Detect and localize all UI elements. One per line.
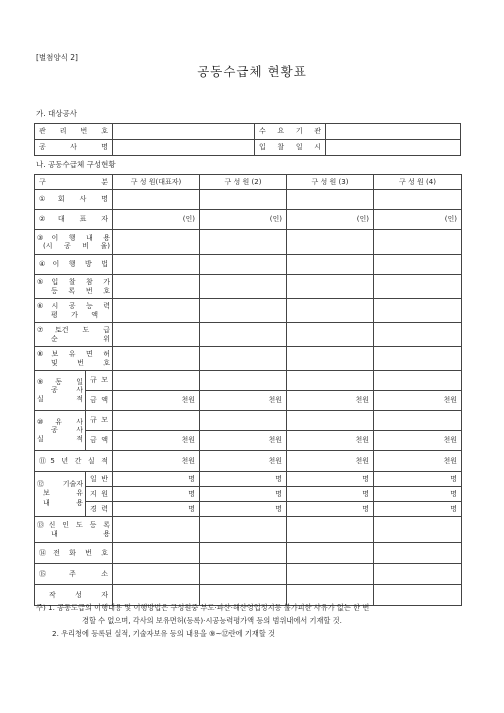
scale-label: 규 모 bbox=[86, 411, 113, 431]
cell[interactable] bbox=[374, 517, 462, 543]
cell[interactable] bbox=[374, 564, 462, 585]
unit-person: 명 bbox=[287, 472, 374, 487]
label-line: ⑤입 찰 참 가 bbox=[37, 278, 110, 287]
table-row bbox=[35, 190, 462, 210]
unit-person: 명 bbox=[374, 472, 462, 487]
label-line: 보 유 bbox=[43, 489, 83, 498]
unit-person: 명 bbox=[200, 472, 287, 487]
label-line: ⑧보 유 면 허 bbox=[37, 350, 110, 359]
unit-person: 명 bbox=[287, 502, 374, 517]
cell[interactable] bbox=[200, 230, 287, 255]
license-label bbox=[35, 347, 113, 371]
writer-label: 작 성 자 bbox=[35, 585, 113, 606]
unit-person: 명 bbox=[200, 487, 287, 502]
section-b-heading: 나. 공동수급체 구성현황 bbox=[36, 160, 116, 169]
credit-registration-label bbox=[35, 517, 113, 543]
performance-content-label bbox=[35, 230, 113, 255]
note-line: 주) 1. 공동도급의 이행내용 및 이행방법은 구성원중 부도·파산·해산영업정지등 불가피한 사유가 없는 한 변 bbox=[36, 603, 370, 612]
note-line: 2. 우리청에 등록된 실적, 기술자보유 등의 내용을 ⑨~⑫란에 기재할 것 bbox=[52, 629, 275, 638]
table-row bbox=[35, 140, 461, 156]
cell[interactable] bbox=[374, 347, 462, 371]
cell[interactable] bbox=[287, 255, 374, 275]
cell[interactable] bbox=[200, 517, 287, 543]
cell[interactable] bbox=[200, 411, 287, 431]
bid-registration-label bbox=[35, 275, 113, 299]
unit-won: 천원 bbox=[200, 391, 287, 411]
label-line: ⑨동 일 bbox=[37, 377, 83, 386]
unit-person: 명 bbox=[200, 502, 287, 517]
technician-label bbox=[35, 472, 86, 517]
career-label: 경 력 bbox=[86, 502, 113, 517]
label-line: ③이 행 내 용 bbox=[37, 233, 110, 242]
label-line: 공 사 bbox=[51, 426, 83, 435]
demand-agency-field[interactable] bbox=[326, 124, 461, 140]
same-project-label bbox=[35, 371, 86, 411]
cell[interactable] bbox=[374, 299, 462, 323]
table-row bbox=[35, 347, 462, 371]
label-line: ⑩유 사 bbox=[37, 417, 83, 426]
unit-person: 명 bbox=[113, 502, 200, 517]
cell[interactable] bbox=[287, 323, 374, 347]
note-line: 경할 수 없으며, 각사의 보유면허(등록)·시공능력평가액 등의 범위내에서 기재할 것. bbox=[82, 616, 342, 625]
label-line: 실 적 bbox=[37, 434, 83, 443]
table-row bbox=[35, 275, 462, 299]
project-name-label: 공 사 명 bbox=[35, 140, 113, 156]
demand-agency-label: 수 요 기 관 bbox=[255, 124, 326, 140]
ceo-label: ②대 표 자 bbox=[35, 210, 113, 230]
table-row bbox=[35, 431, 462, 451]
label-line: 실 적 bbox=[37, 394, 83, 403]
scale-label: 규 모 bbox=[86, 371, 113, 391]
unit-won: 천원 bbox=[374, 451, 462, 472]
amount-label: 금 액 bbox=[86, 431, 113, 451]
unit-won: 천원 bbox=[287, 431, 374, 451]
cell[interactable] bbox=[200, 275, 287, 299]
cell[interactable] bbox=[287, 347, 374, 371]
label-line: 공 사 bbox=[51, 386, 83, 395]
label-line: ⑥시 공 능 력 bbox=[37, 302, 110, 311]
label-line: 등 록 번 호 bbox=[51, 286, 110, 295]
cell[interactable] bbox=[287, 517, 374, 543]
table-row bbox=[35, 255, 462, 275]
seal-mark: (인) bbox=[200, 210, 287, 230]
table-row bbox=[35, 564, 462, 585]
unit-won: 천원 bbox=[200, 451, 287, 472]
cell[interactable] bbox=[287, 411, 374, 431]
label-line: 및 번 호 bbox=[51, 358, 110, 367]
table-row bbox=[35, 451, 462, 472]
seal-mark: (인) bbox=[113, 210, 200, 230]
cell[interactable] bbox=[287, 299, 374, 323]
cell[interactable] bbox=[200, 564, 287, 585]
unit-won: 천원 bbox=[113, 451, 200, 472]
cell[interactable] bbox=[113, 347, 200, 371]
unit-won: 천원 bbox=[113, 431, 200, 451]
label-line: ⑬신 인 도 등 록 bbox=[37, 521, 110, 530]
cell[interactable] bbox=[374, 190, 462, 210]
cell[interactable] bbox=[287, 230, 374, 255]
similar-project-label bbox=[35, 411, 86, 451]
cell[interactable] bbox=[287, 275, 374, 299]
unit-won: 천원 bbox=[287, 391, 374, 411]
unit-won: 천원 bbox=[287, 451, 374, 472]
unit-won: 천원 bbox=[374, 431, 462, 451]
table-row bbox=[35, 299, 462, 323]
table-row bbox=[35, 411, 462, 431]
cell[interactable] bbox=[287, 543, 374, 564]
footnotes bbox=[36, 601, 476, 640]
management-number-field[interactable] bbox=[113, 124, 255, 140]
label-line: 내 용 bbox=[51, 529, 110, 538]
target-project-table bbox=[34, 123, 461, 156]
unit-person: 명 bbox=[113, 472, 200, 487]
cell[interactable] bbox=[200, 371, 287, 391]
table-row bbox=[35, 391, 462, 411]
general-label: 일 반 bbox=[86, 472, 113, 487]
cell[interactable] bbox=[287, 190, 374, 210]
member-4-header: 구 성 원 (4) bbox=[374, 175, 462, 190]
cell[interactable] bbox=[113, 411, 200, 431]
table-row bbox=[35, 124, 461, 140]
table-row bbox=[35, 517, 462, 543]
unit-won: 천원 bbox=[200, 431, 287, 451]
cell[interactable] bbox=[200, 190, 287, 210]
seal-mark: (인) bbox=[287, 210, 374, 230]
label-line: 순 위 bbox=[51, 334, 110, 343]
address-label: ⑮주 소 bbox=[35, 564, 113, 585]
form-tag: [별첨양식 2] bbox=[36, 53, 78, 62]
table-row bbox=[35, 371, 462, 391]
cell[interactable] bbox=[287, 371, 374, 391]
bid-date-field[interactable] bbox=[326, 140, 461, 156]
civil-contract-rank-label bbox=[35, 323, 113, 347]
cell[interactable] bbox=[113, 564, 200, 585]
unit-won: 천원 bbox=[374, 391, 462, 411]
cell[interactable] bbox=[374, 411, 462, 431]
table-row bbox=[35, 502, 462, 517]
label-line: 평 가 액 bbox=[51, 310, 98, 319]
phone-label: ⑭전 화 번 호 bbox=[35, 543, 113, 564]
member-2-header: 구 성 원 (2) bbox=[200, 175, 287, 190]
table-row bbox=[35, 323, 462, 347]
cell[interactable] bbox=[113, 543, 200, 564]
performance-method-label: ④이 행 방 법 bbox=[35, 255, 113, 275]
section-a-heading: 가. 대상공사 bbox=[36, 109, 77, 118]
category-header: 구 분 bbox=[35, 175, 113, 190]
member-3-header: 구 성 원 (3) bbox=[287, 175, 374, 190]
table-row bbox=[35, 487, 462, 502]
table-row bbox=[35, 543, 462, 564]
unit-person: 명 bbox=[113, 487, 200, 502]
company-name-label: ①회 사 명 bbox=[35, 190, 113, 210]
project-name-field[interactable] bbox=[113, 140, 255, 156]
label-line: ⑦토건 도 급 bbox=[37, 326, 110, 335]
management-number-label: 관 리 번 호 bbox=[35, 124, 113, 140]
unit-won: 천원 bbox=[113, 391, 200, 411]
member-1-header: 구 성 원(대표자) bbox=[113, 175, 200, 190]
consortium-table bbox=[34, 174, 462, 606]
cell[interactable] bbox=[374, 230, 462, 255]
table-row bbox=[35, 230, 462, 255]
cell[interactable] bbox=[200, 299, 287, 323]
cell[interactable] bbox=[374, 275, 462, 299]
page-title: 공동수급체 현황표 bbox=[197, 64, 307, 79]
cell[interactable] bbox=[374, 323, 462, 347]
cell[interactable] bbox=[113, 299, 200, 323]
cell[interactable] bbox=[113, 323, 200, 347]
label-line: 내 용 bbox=[43, 498, 83, 507]
cell[interactable] bbox=[113, 230, 200, 255]
construction-capacity-label bbox=[35, 299, 113, 323]
label-line: (시 공 비 율) bbox=[43, 242, 110, 250]
table-row bbox=[35, 210, 462, 230]
cell[interactable] bbox=[374, 543, 462, 564]
cell[interactable] bbox=[374, 371, 462, 391]
unit-person: 명 bbox=[374, 487, 462, 502]
cell[interactable] bbox=[113, 190, 200, 210]
table-row bbox=[35, 472, 462, 487]
unit-person: 명 bbox=[287, 487, 374, 502]
cell[interactable] bbox=[200, 347, 287, 371]
cell[interactable] bbox=[200, 323, 287, 347]
table-header-row bbox=[35, 175, 462, 190]
seal-mark: (인) bbox=[374, 210, 462, 230]
cell[interactable] bbox=[287, 564, 374, 585]
cell[interactable] bbox=[113, 517, 200, 543]
amount-label: 금 액 bbox=[86, 391, 113, 411]
bid-date-label: 입 찰 일 시 bbox=[255, 140, 326, 156]
cell[interactable] bbox=[200, 255, 287, 275]
cell[interactable] bbox=[113, 371, 200, 391]
cell[interactable] bbox=[113, 255, 200, 275]
cell[interactable] bbox=[113, 275, 200, 299]
five-year-performance-label: ⑪5 년 간 실 적 bbox=[35, 451, 113, 472]
cell[interactable] bbox=[200, 543, 287, 564]
support-label: 지 원 bbox=[86, 487, 113, 502]
label-line: ⑫기술자 bbox=[37, 480, 83, 489]
unit-person: 명 bbox=[374, 502, 462, 517]
cell[interactable] bbox=[374, 255, 462, 275]
